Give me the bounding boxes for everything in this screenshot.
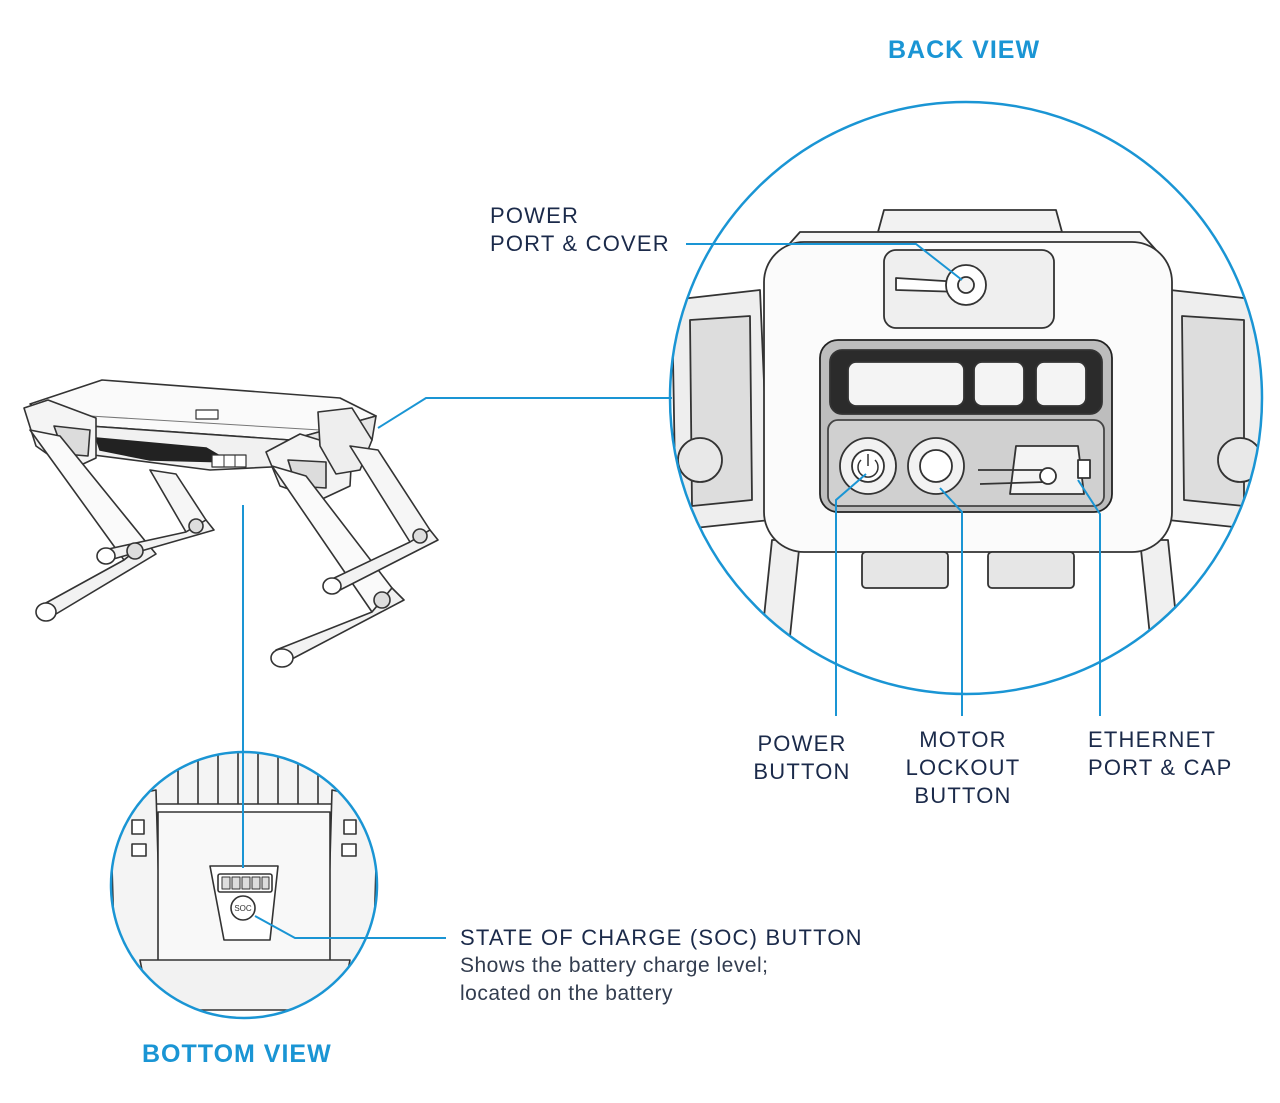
power-button-label xyxy=(742,730,862,786)
soc-desc-line1: Shows the battery charge level; xyxy=(460,954,769,977)
power-port-line1: POWER xyxy=(490,203,580,228)
soc-label xyxy=(460,924,863,1008)
power-button-line2: BUTTON xyxy=(753,759,851,784)
ethernet-label xyxy=(1088,726,1232,782)
soc-badge-label: SOC xyxy=(234,904,252,913)
motor-lockout-label xyxy=(892,726,1034,810)
motor-lockout-line2: LOCKOUT xyxy=(905,755,1021,780)
power-port-line2: PORT & COVER xyxy=(490,231,670,256)
back-view-detail xyxy=(660,100,1280,700)
soc-desc-line2: located on the battery xyxy=(460,982,673,1005)
soc-title: STATE OF CHARGE (SOC) BUTTON xyxy=(460,925,863,950)
motor-lockout-line1: MOTOR xyxy=(919,727,1007,752)
back-view-title: BACK VIEW xyxy=(888,36,1041,64)
power-button-line1: POWER xyxy=(757,731,847,756)
power-port-label xyxy=(490,202,670,258)
robot-illustration xyxy=(24,380,438,667)
motor-lockout-line3: BUTTON xyxy=(914,783,1012,808)
ethernet-line1: ETHERNET xyxy=(1088,727,1217,752)
bottom-view-detail xyxy=(100,740,390,1030)
bottom-view-title: BOTTOM VIEW xyxy=(142,1040,332,1068)
ethernet-line2: PORT & CAP xyxy=(1088,755,1233,780)
robot-to-back-view-line xyxy=(378,398,672,428)
